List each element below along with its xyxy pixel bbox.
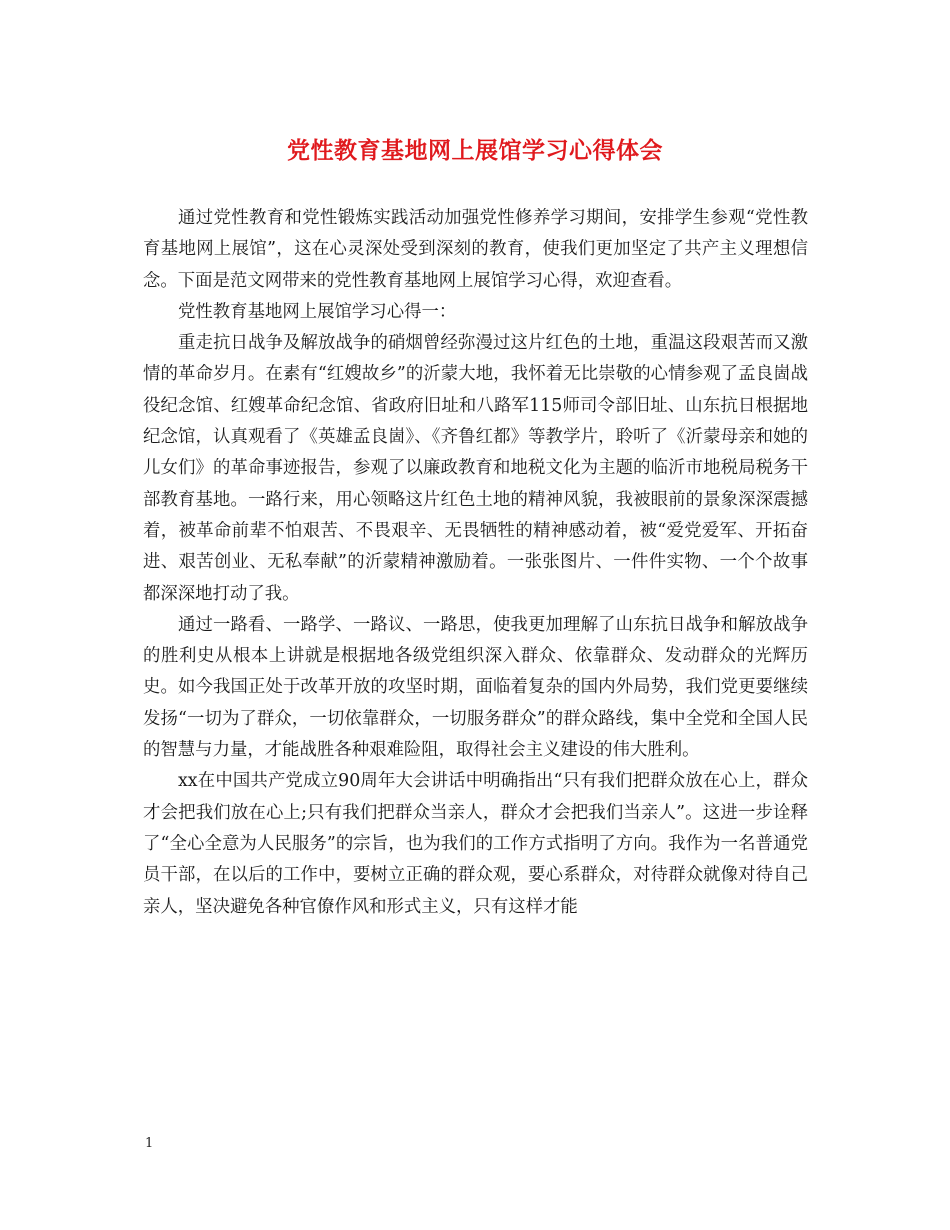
intro-paragraph: 通过党性教育和党性锻炼实践活动加强党性修养学习期间，安排学生参观“党性教育基地网上展馆”，这在心灵深处受到深刻的教育，使我们更加坚定了共产主义理想信念。下面是范文网带来的党性教育基地网上展馆学习心得，欢迎查看。 <box>143 208 808 291</box>
body-paragraph-2: 通过一路看、一路学、一路议、一路思，使我更加理解了山东抗日战争和解放战争的胜利史从根本上讲就是根据地各级党组织深入群众、依靠群众、发动群众的光辉历史。如今我国正处于改革开放的攻坚时期，面临着复杂的国内外局势，我们党更要继续发扬“一切为了群众，一切依靠群众，一切服务群众”的群众路线，集中全党和全国人民的智慧与力量，才能战胜各种艰难险阻，取得社会主义建设的伟大胜利。 <box>143 614 808 761</box>
body-paragraph-1: 重走抗日战争及解放战争的硝烟曾经弥漫过这片红色的土地，重温这段艰苦而又激情的革命岁月。在素有“红嫂故乡”的沂蒙大地，我怀着无比崇敬的心情参观了孟良崮战役纪念馆、红嫂革命纪念馆、省政府旧址和八路军115师司令部旧址、山东抗日根据地纪念馆，认真观看了《英雄孟良崮》、《齐鲁红都》等教学片，聆听了《沂蒙母亲和她的儿女们》的革命事迹报告，参观了以廉政教育和地税文化为主题的临沂市地税局税务干部教育基地。一路行来，用心领略这片红色土地的精神风貌，我被眼前的景象深深震撼着，被革命前辈不怕艰苦、不畏艰辛、无畏牺牲的精神感动着，被“爱党爱军、开拓奋进、艰苦创业、无私奉献”的沂蒙精神激励着。一张张图片、一件件实物、一个个故事都深深地打动了我。 <box>143 333 808 604</box>
section-heading: 党性教育基地网上展馆学习心得一： <box>178 301 457 322</box>
document-title: 党性教育基地网上展馆学习心得体会 <box>287 137 663 164</box>
page-number: 1 <box>145 1136 154 1151</box>
body-paragraph-3: xx在中国共产党成立90周年大会讲话中明确指出“只有我们把群众放在心上，群众才会把我们放在心上;只有我们把群众当亲人，群众才会把我们当亲人”。这进一步诠释了“全心全意为人民服务”的宗旨，也为我们的工作方式指明了方向。我作为一名普通党员干部，在以后的工作中，要树立正确的群众观，要心系群众，对待群众就像对待自己亲人，坚决避免各种官僚作风和形式主义，只有这样才能 <box>143 771 808 917</box>
document-body <box>143 203 808 923</box>
